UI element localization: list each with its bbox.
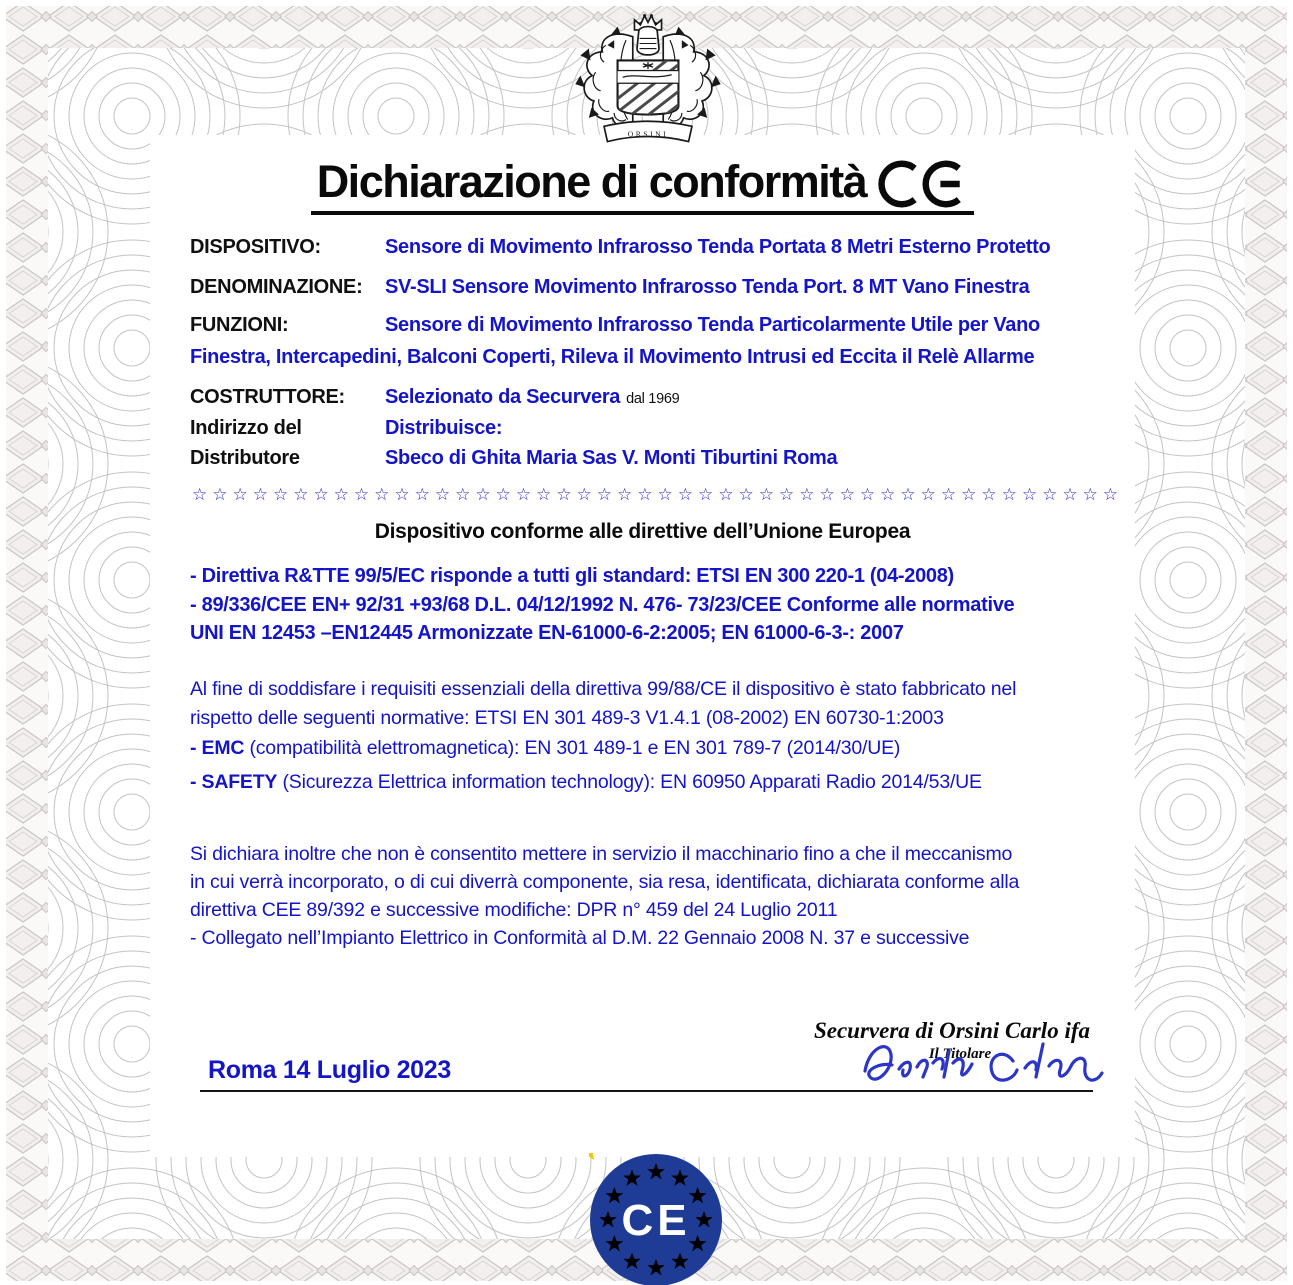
safety-text: (Sicurezza Elettrica information technology): EN 60950 Apparati Radio 2014/53/UE xyxy=(277,771,982,793)
since-note: dal 1969 xyxy=(626,391,680,407)
compliance-line: Al fine di soddisfare i requisiti essenziali della direttiva 99/88/CE il dispositivo è stato fabbricato nel xyxy=(190,678,1017,700)
field-label: DISPOSITIVO: xyxy=(190,236,321,258)
field-label: Indirizzo del xyxy=(190,417,302,439)
emc-text: (compatibilità elettromagnetica): EN 301 489-1 e EN 301 789-7 (2014/30/UE) xyxy=(244,737,901,759)
field-row xyxy=(190,386,345,409)
safety-label: - SAFETY xyxy=(190,771,278,793)
signature-rule xyxy=(200,1090,1093,1092)
field-row xyxy=(190,314,288,337)
compliance-line: rispetto delle seguenti normative: ETSI EN 301 489-3 V1.4.1 (08-2002) EN 60730-1:2003 xyxy=(190,707,944,729)
date-place: Roma 14 Luglio 2023 xyxy=(208,1056,451,1084)
handwritten-signature xyxy=(845,1031,1105,1093)
star-separator: ☆☆☆☆☆☆☆☆☆☆☆☆☆☆☆☆☆☆☆☆☆☆☆☆☆☆☆☆☆☆☆☆☆☆☆☆☆☆☆☆☆☆☆☆☆☆ xyxy=(192,485,1124,504)
title-row xyxy=(150,153,1135,215)
declaration-line: - Collegato nell’Impianto Elettrico in Conformità al D.M. 22 Gennaio 2008 N. 37 e successive xyxy=(190,927,970,949)
directive-line: - 89/336/CEE EN+ 92/31 +93/68 D.L. 04/12/1992 N. 476- 73/23/CEE Conforme alle normative xyxy=(190,594,1015,616)
signatory-name: Securvera di Orsini Carlo ifa xyxy=(813,1018,1090,1043)
ce-mark-icon xyxy=(876,159,968,209)
declaration-line: in cui verrà incorporato, o di cui diverrà componente, sia resa, identificata, dichiarata conforme alla xyxy=(190,871,1020,893)
field-value: Sensore di Movimento Infrarosso Tenda Portata 8 Metri Esterno Protetto xyxy=(385,236,1051,258)
crest-banner-text: ORSINI xyxy=(627,129,669,139)
signatory-role: Il Titolare xyxy=(928,1046,992,1062)
crest-helmet xyxy=(637,27,659,55)
emc-line xyxy=(190,737,900,760)
field-value: Selezionato da Securvera dal 1969 xyxy=(385,386,680,408)
field-value: Distribuisce: xyxy=(385,417,503,439)
safety-line xyxy=(190,771,982,794)
field-row xyxy=(190,276,362,299)
funzioni-continuation: Finestra, Intercapedini, Balconi Coperti, Rileva il Movimento Intrusi ed Eccita il Relè Allarme xyxy=(190,346,1035,368)
page-title xyxy=(311,153,975,215)
directives-heading: Dispositivo conforme alle direttive dell’Unione Europea xyxy=(374,520,911,543)
directive-line: UNI EN 12453 –EN12445 Armonizzate EN-61000-6-2:2005; EN 61000-6-3-: 2007 xyxy=(190,622,904,644)
field-value: SV-SLI Sensore Movimento Infrarosso Tenda Port. 8 MT Vano Finestra xyxy=(385,276,1030,298)
page-title-text: Dichiarazione di conformità xyxy=(316,156,867,208)
directive-line: - Direttiva R&TTE 99/5/EC risponde a tutti gli standard: ETSI EN 300 220-1 (04-2008) xyxy=(190,565,954,587)
field-value: Sensore di Movimento Infrarosso Tenda Particolarmente Utile per Vano xyxy=(385,314,1040,336)
field-label: FUNZIONI: xyxy=(190,314,289,336)
eu-stars xyxy=(589,1153,598,1160)
declaration-line: Si dichiara inoltre che non è consentito mettere in servizio il macchinario fino a che il meccanismo xyxy=(190,843,1013,865)
field-label: Distributore xyxy=(190,447,300,469)
field-value: Sbeco di Ghita Maria Sas V. Monti Tiburtini Roma xyxy=(385,447,838,469)
orsini-crest-icon xyxy=(555,0,741,158)
declaration-line: direttiva CEE 89/392 e successive modifiche: DPR n° 459 del 24 Luglio 2011 xyxy=(190,899,838,921)
field-label: COSTRUTTORE: xyxy=(190,386,345,408)
field-row xyxy=(190,417,302,440)
field-row xyxy=(190,447,300,470)
field-label: DENOMINAZIONE: xyxy=(190,276,363,298)
crest-banner xyxy=(604,121,692,141)
eu-badge-ce-text: CE xyxy=(621,1196,691,1245)
eu-ce-badge-icon xyxy=(589,1153,723,1285)
field-row xyxy=(190,236,321,259)
certificate-body xyxy=(150,135,1135,1157)
emc-label: - EMC xyxy=(190,737,245,759)
